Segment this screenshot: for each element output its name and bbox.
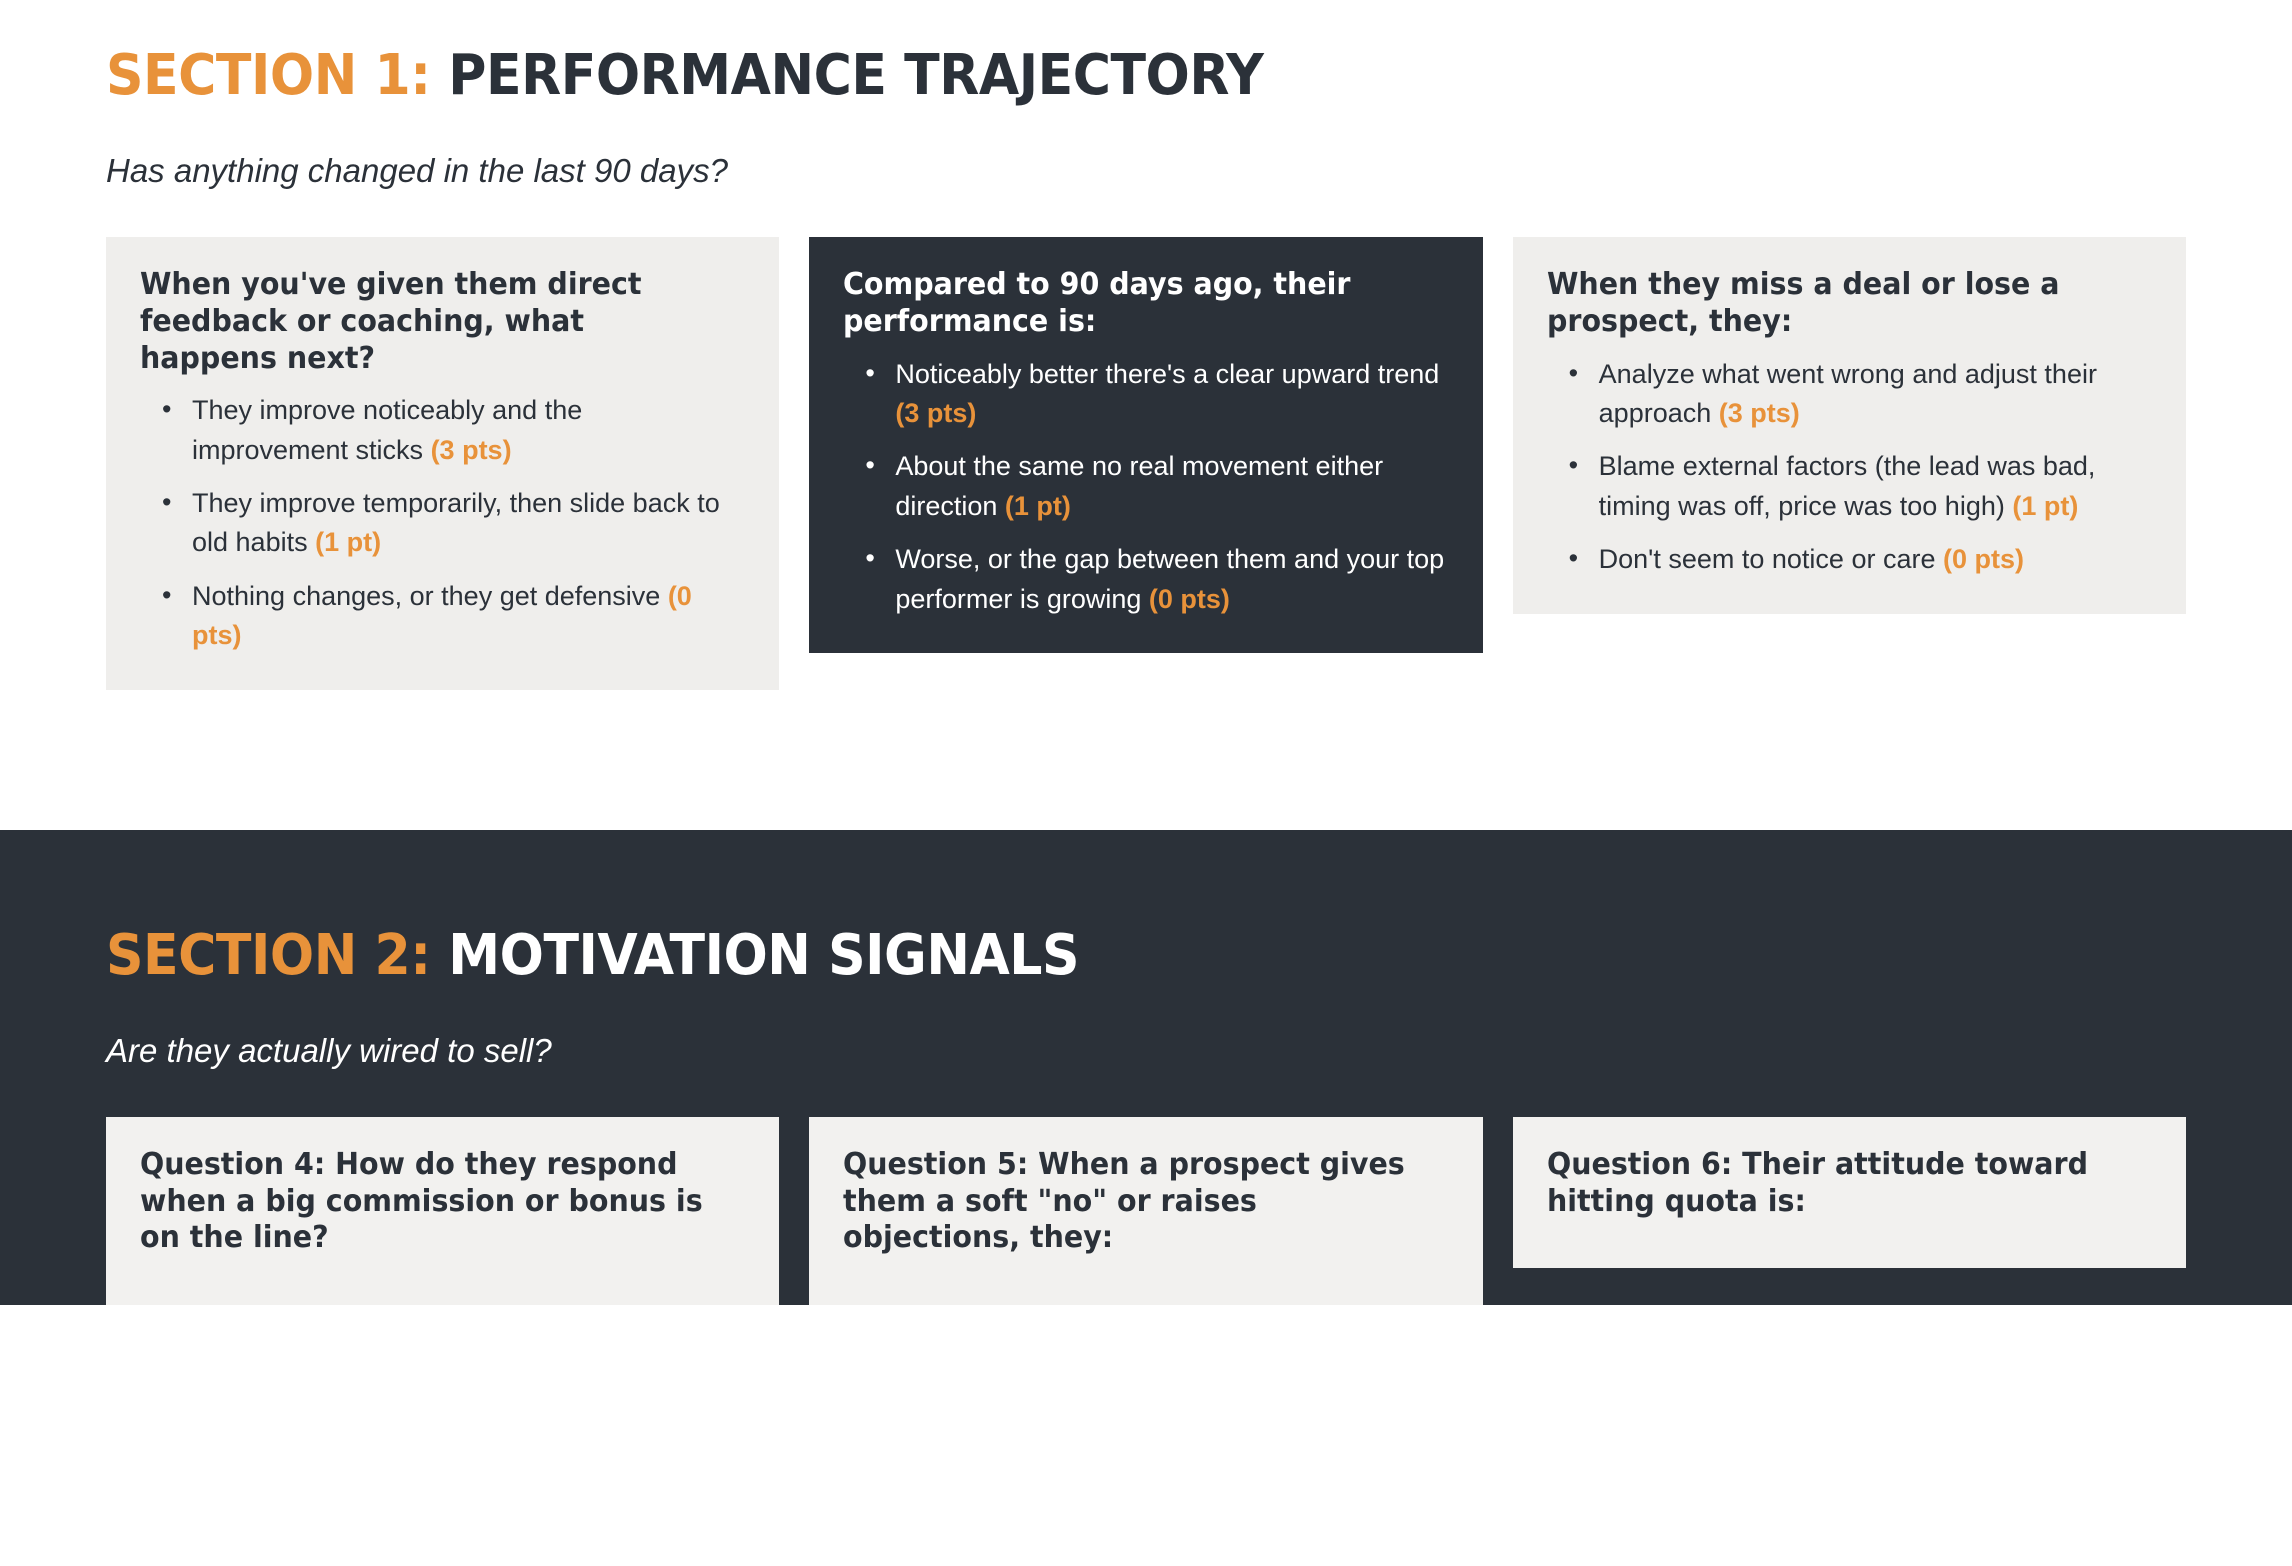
question-card-5-title: Question 5: When a prospect gives them a soft "no" or raises objections, they: — [843, 1146, 1406, 1256]
option-item[interactable] — [1547, 447, 2152, 526]
option-item[interactable] — [140, 484, 745, 563]
question-card-2-options — [843, 355, 1448, 619]
question-card-5 — [809, 1117, 1482, 1305]
option-item[interactable] — [140, 391, 745, 470]
option-text: Blame external factors (the lead was bad, timing was off, price was too high) — [1598, 451, 2096, 521]
question-card-1-options — [140, 391, 745, 655]
question-card-1-title: When you've given them direct feedback or coaching, what happens next? — [140, 267, 642, 376]
option-text: They improve noticeably and the improvement sticks — [192, 395, 583, 465]
question-card-3 — [1513, 237, 2186, 613]
question-card-6-title: Question 6: Their attitude toward hitting quota is: — [1546, 1146, 2088, 1219]
option-points: (3 pts) — [1718, 397, 1800, 428]
option-points: (0 pts) — [192, 580, 692, 651]
section-2-cards — [106, 1117, 2186, 1305]
section-2-label: SECTION 2: — [106, 922, 431, 988]
question-card-4 — [106, 1117, 779, 1305]
section-1-cards — [106, 237, 2186, 689]
option-item[interactable] — [843, 540, 1448, 619]
section-1-title: PERFORMANCE TRAJECTORY — [448, 43, 1264, 108]
option-points: (3 pts) — [430, 434, 512, 465]
option-points: (1 pt) — [315, 527, 382, 558]
option-text: Worse, or the gap between them and your top performer is growing — [895, 544, 1445, 614]
question-card-4-title: Question 4: How do they respond when a big commission or bonus is on the line? — [140, 1146, 703, 1256]
option-item[interactable] — [140, 577, 745, 656]
option-item[interactable] — [1547, 540, 2152, 579]
section-1-bottom-spacer — [106, 690, 2186, 830]
option-text: They improve temporarily, then slide back to old habits — [192, 487, 720, 558]
option-points: (0 pts) — [1148, 583, 1230, 614]
section-2-heading — [106, 922, 2040, 988]
section-1-subtitle: Has anything changed in the last 90 days? — [106, 152, 728, 190]
option-item[interactable] — [843, 355, 1448, 434]
option-points: (0 pts) — [1942, 544, 2024, 575]
option-text: Don't seem to notice or care — [1598, 544, 1943, 575]
option-text: About the same no real movement either direction — [895, 451, 1384, 521]
option-text: Nothing changes, or they get defensive — [192, 580, 668, 611]
option-text: Analyze what went wrong and adjust their approach — [1598, 358, 2097, 428]
section-1-label: SECTION 1: — [106, 43, 431, 108]
option-points: (1 pt) — [1004, 490, 1071, 521]
option-points: (3 pts) — [895, 397, 977, 428]
option-points: (1 pt) — [2012, 490, 2079, 521]
question-card-2 — [809, 237, 1482, 653]
section-2-subtitle: Are they actually wired to sell? — [106, 1032, 552, 1070]
option-text: Noticeably better there's a clear upward trend — [895, 358, 1440, 389]
question-card-2-title: Compared to 90 days ago, their performance is: — [843, 267, 1351, 339]
section-2-title: MOTIVATION SIGNALS — [448, 922, 1080, 988]
question-card-3-options — [1547, 355, 2152, 580]
question-card-3-title: When they miss a deal or lose a prospect, they: — [1546, 267, 2060, 339]
section-2 — [0, 830, 2292, 1305]
section-1-heading — [106, 43, 2040, 108]
question-card-6 — [1513, 1117, 2186, 1268]
question-card-1 — [106, 237, 779, 689]
option-item[interactable] — [843, 447, 1448, 526]
option-item[interactable] — [1547, 355, 2152, 434]
